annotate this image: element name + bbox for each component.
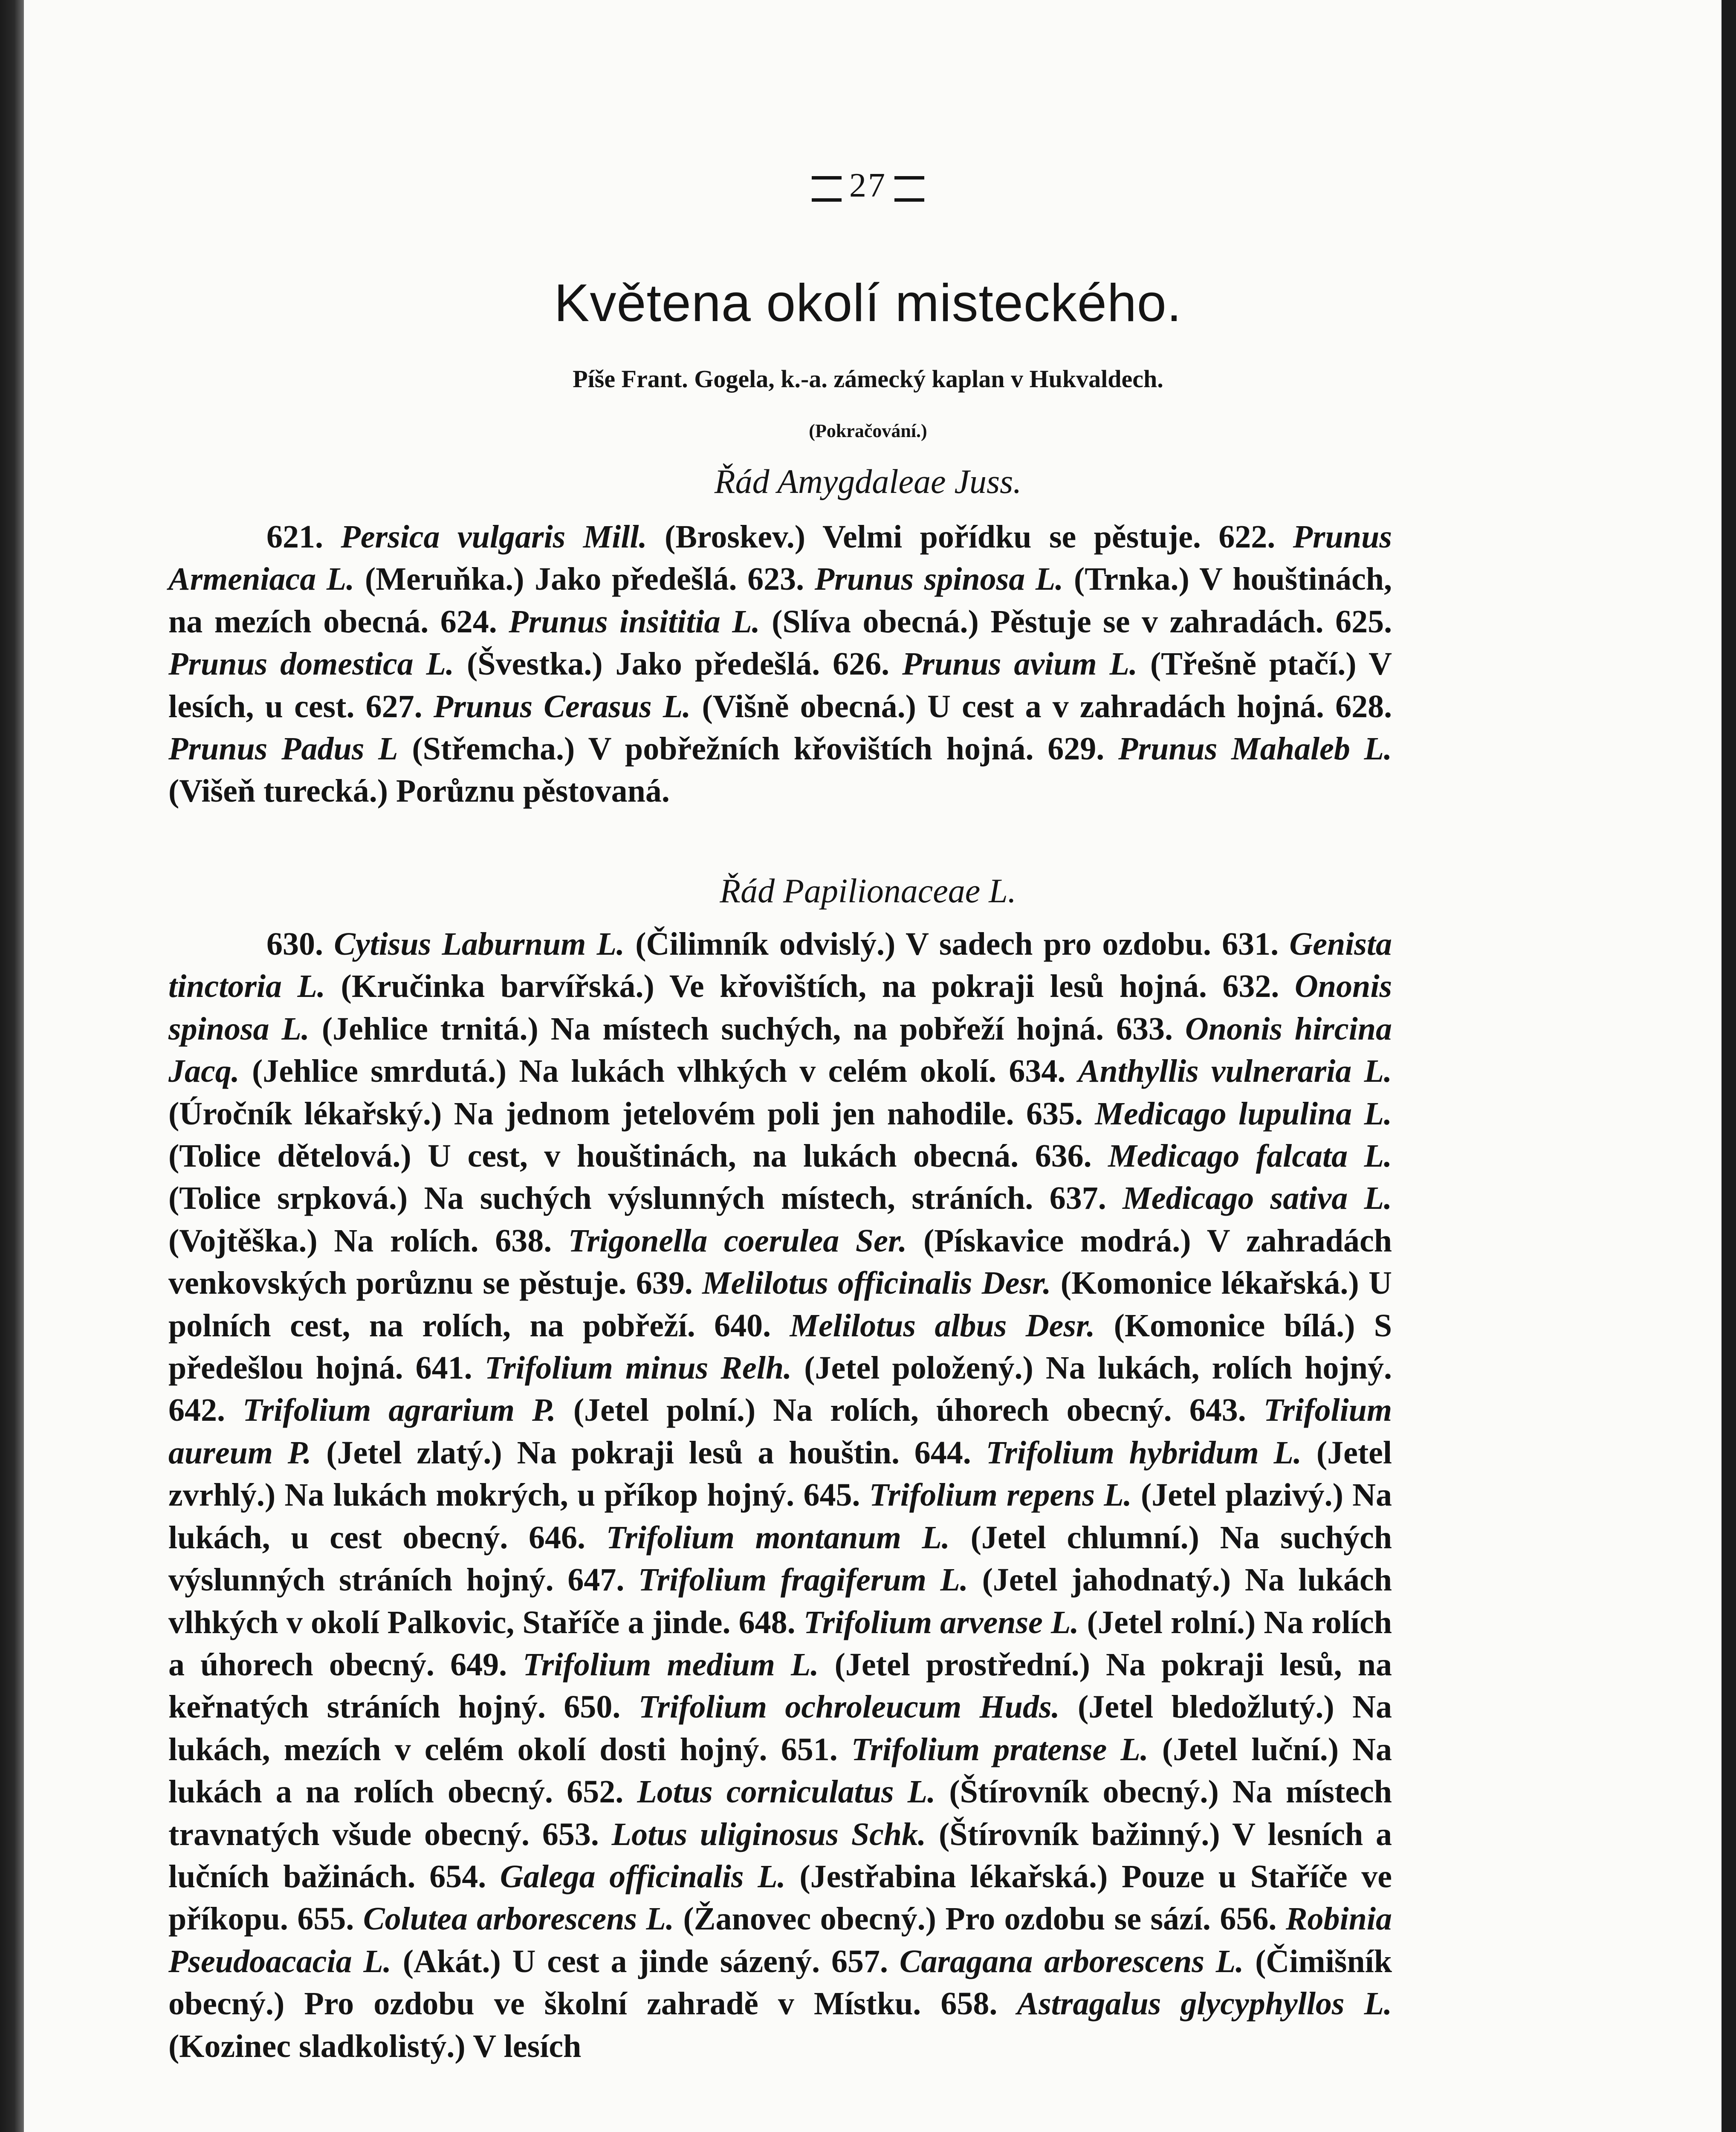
entry-latin-name: Prunus Cerasus L. <box>433 688 691 724</box>
entry-latin-name: Astragalus glycyphyllos L. <box>1017 1986 1392 2022</box>
entry-latin-name: Trifolium ochroleucum Huds. <box>638 1689 1060 1725</box>
entry-latin-name: Trifolium agrarium P. <box>243 1392 556 1428</box>
entry-description: (Broskev.) Velmi pořídku se pěstuje. <box>665 519 1201 555</box>
entry-latin-name: Prunus Padus L <box>168 731 398 767</box>
entry-description: (Jetel zvrhlý.) Na lukách mokrých, u příkop hojný. <box>168 1434 1392 1513</box>
entry-latin-name: Cytisus Laburnum L. <box>334 926 625 962</box>
entry-latin-name: Trigonella coerulea Ser. <box>568 1222 907 1259</box>
entry-number: 626. <box>833 646 890 682</box>
entry-description: (Štírovník obecný.) Na místech travnatých všude obecný. <box>168 1774 1392 1852</box>
entry-latin-name: Prunus Armeniaca L. <box>168 519 1392 597</box>
entry-number: 639. <box>636 1265 693 1301</box>
entry-description: (Pískavice modrá.) V zahradách venkovských porůznu se pěstuje. <box>168 1222 1392 1301</box>
entry-number: 621. <box>266 519 323 555</box>
entry-latin-name: Trifolium arvense L. <box>803 1604 1079 1640</box>
entry-latin-name: Prunus domestica L. <box>168 646 454 682</box>
continuation-note: (Pokračování.) <box>809 420 927 441</box>
entry-description: (Višeň turecká.) Porůznu pěstovaná. <box>168 773 670 809</box>
entry-number: 640. <box>714 1307 771 1344</box>
entry-description: (Komonice bílá.) S předešlou hojná. <box>168 1307 1392 1386</box>
entry-description: (Třešně ptačí.) V lesích, u cest. <box>168 646 1392 724</box>
page-title: Květena okolí misteckého. <box>554 274 1182 333</box>
entry-description: (Žanovec obecný.) Pro ozdobu se sází. <box>683 1901 1211 1937</box>
byline: Píše Frant. Gogela, k.-a. zámecký kaplan v Hukvaldech. <box>573 365 1163 393</box>
entry-description: (Jetel jahodnatý.) Na lukách vlhkých v okolí Palkovic, Staříče a jinde. <box>168 1562 1392 1640</box>
section-text-papilionaceae <box>168 923 1392 2068</box>
entry-number: 648. <box>738 1604 796 1640</box>
entry-latin-name: Trifolium medium L. <box>523 1646 819 1683</box>
entry-latin-name: Prunus insititia L. <box>509 603 760 640</box>
ornament-left <box>812 176 842 202</box>
section-text-amygdaleae <box>168 516 1392 813</box>
entry-number: 647. <box>567 1562 625 1598</box>
entry-description: (Jetel položený.) Na lukách, rolích hojný. <box>804 1350 1392 1386</box>
entry-latin-name: Trifolium minus Relh. <box>484 1350 792 1386</box>
entry-number: 651. <box>781 1731 838 1767</box>
entry-number: 645. <box>803 1477 860 1513</box>
entry-number: 642. <box>168 1392 225 1428</box>
entry-latin-name: Prunus Mahaleb L. <box>1118 731 1392 767</box>
entry-number: 630. <box>266 926 323 962</box>
entry-latin-name: Lotus uliginosus Schk. <box>611 1816 926 1852</box>
entry-latin-name: Medicago falcata L. <box>1108 1138 1392 1174</box>
entry-description: (Úročník lékařský.) Na jednom jetelovém poli jen nahodile. <box>168 1095 1014 1132</box>
entry-description: (Jehlice smrdutá.) Na lukách vlhkých v celém okolí. <box>252 1053 997 1089</box>
entry-description: (Jetel rolní.) Na rolích a úhorech obecný. <box>168 1604 1392 1683</box>
entry-number: 635. <box>1026 1095 1083 1132</box>
entry-latin-name: Anthyllis vulneraria L. <box>1078 1053 1392 1089</box>
entry-latin-name: Ononis spinosa L. <box>168 968 1392 1047</box>
entry-latin-name: Ononis hircina Jacq. <box>168 1011 1392 1089</box>
entry-number: 622. <box>1218 519 1276 555</box>
entry-latin-name: Medicago sativa L. <box>1123 1180 1392 1217</box>
entry-latin-name: Trifolium pratense L. <box>851 1731 1149 1767</box>
entry-description: (Višně obecná.) U cest a v zahradách hojná. <box>702 688 1324 724</box>
entry-number: 641. <box>415 1350 472 1386</box>
entry-latin-name: Trifolium hybridum L. <box>986 1434 1302 1471</box>
entry-description: (Čimišník obecný.) Pro ozdobu ve školní zahradě v Místku. <box>168 1943 1392 2022</box>
entry-description: (Slíva obecná.) Pěstuje se v zahradách. <box>772 603 1324 640</box>
entry-description: (Švestka.) Jako předešlá. <box>466 646 820 682</box>
entry-description: (Akát.) U cest a jinde sázený. <box>402 1943 820 1979</box>
entry-number: 624. <box>440 603 497 640</box>
entry-number: 646. <box>529 1519 586 1556</box>
entry-description: (Trnka.) V houštinách, na mezích obecná. <box>168 561 1392 640</box>
entry-number: 658. <box>940 1986 998 2022</box>
entry-number: 625. <box>1335 603 1392 640</box>
page-number-text: 27 <box>849 167 887 204</box>
entry-number: 628. <box>1335 688 1392 724</box>
entry-number: 634. <box>1009 1053 1066 1089</box>
entry-number: 629. <box>1047 731 1105 767</box>
entry-description: (Tolice dětelová.) U cest, v houštinách, na lukách obecná. <box>168 1138 1019 1174</box>
entry-number: 632. <box>1222 968 1279 1005</box>
entry-number: 656. <box>1220 1901 1277 1937</box>
entry-latin-name: Melilotus albus Desr. <box>790 1307 1095 1344</box>
entry-number: 638. <box>495 1222 552 1259</box>
entry-description: (Jetel bledožlutý.) Na lukách, mezích v celém okolí dosti hojný. <box>168 1689 1392 1767</box>
entry-description: (Jetel luční.) Na lukách a na rolích obecný. <box>168 1731 1392 1810</box>
entry-latin-name: Prunus avium L. <box>902 646 1137 682</box>
entry-number: 657. <box>831 1943 888 1979</box>
entry-latin-name: Trifolium fragiferum L. <box>638 1562 968 1598</box>
entry-description: (Jehlice trnitá.) Na místech suchých, na pobřeží hojná. <box>321 1011 1104 1047</box>
entry-number: 643. <box>1189 1392 1246 1428</box>
entry-number: 655. <box>297 1901 354 1937</box>
entry-latin-name: Genista tinctoria L. <box>168 926 1392 1005</box>
ornament-right <box>894 176 924 202</box>
entry-latin-name: Robinia Pseudoacacia L. <box>168 1901 1392 1979</box>
entry-number: 652. <box>567 1774 624 1810</box>
entry-description: (Meruňka.) Jako předešlá. <box>365 561 737 597</box>
entry-description: (Tolice srpková.) Na suchých výslunných místech, stráních. <box>168 1180 1033 1217</box>
entry-description: (Jetel plazivý.) Na lukách, u cest obecný. <box>168 1477 1392 1556</box>
entry-latin-name: Lotus corniculatus L. <box>637 1774 936 1810</box>
entry-latin-name: Trifolium aureum P. <box>168 1392 1392 1471</box>
entry-number: 650. <box>564 1689 621 1725</box>
entry-description: (Štírovník bažinný.) V lesních a lučních bažinách. <box>168 1816 1392 1894</box>
entry-number: 627. <box>365 688 422 724</box>
entry-description: (Jetel polní.) Na rolích, úhorech obecný. <box>573 1392 1172 1428</box>
entry-latin-name: Caragana arborescens L. <box>899 1943 1244 1979</box>
entry-latin-name: Persica vulgaris Mill. <box>341 519 647 555</box>
section-heading-amygdaleae: Řád Amygdaleae Juss. <box>714 463 1022 501</box>
entry-number: 637. <box>1049 1180 1106 1217</box>
entry-latin-name: Colutea arborescens L. <box>363 1901 674 1937</box>
entry-number: 649. <box>450 1646 507 1683</box>
entry-description: (Jetel chlumní.) Na suchých výslunných stráních hojný. <box>168 1519 1392 1598</box>
entry-latin-name: Galega officinalis L. <box>500 1858 786 1894</box>
entry-latin-name: Trifolium repens L. <box>869 1477 1132 1513</box>
entry-latin-name: Medicago lupulina L. <box>1095 1095 1392 1132</box>
entry-latin-name: Melilotus officinalis Desr. <box>702 1265 1051 1301</box>
entry-number: 636. <box>1035 1138 1092 1174</box>
entry-description: (Čilimník odvislý.) V sadech pro ozdobu. <box>635 926 1211 962</box>
entry-description: (Jetel prostřední.) Na pokraji lesů, na keřnatých stráních hojný. <box>168 1646 1392 1725</box>
entry-number: 633. <box>1116 1011 1173 1047</box>
entry-description: (Jetel zlatý.) Na pokraji lesů a houštin. <box>326 1434 900 1471</box>
entry-description: (Kručinka barvířská.) Ve křovištích, na pokraji lesů hojná. <box>341 968 1207 1005</box>
entry-description: (Vojtěška.) Na rolích. <box>168 1222 479 1259</box>
entry-description: (Střemcha.) V pobřežních křovištích hojná. <box>412 731 1034 767</box>
section-heading-papilionaceae: Řád Papilionaceae L. <box>720 872 1016 910</box>
entry-description: (Komonice lékařská.) U polních cest, na rolích, na pobřeží. <box>168 1265 1392 1344</box>
entry-number: 653. <box>542 1816 599 1852</box>
page-number <box>0 166 1736 205</box>
entry-description: (Jestřabina lékařská.) Pouze u Staříče ve příkopu. <box>168 1858 1392 1937</box>
entry-number: 644. <box>914 1434 971 1471</box>
entry-number: 654. <box>429 1858 486 1894</box>
entry-number: 623. <box>747 561 804 597</box>
entry-latin-name: Prunus spinosa L. <box>814 561 1064 597</box>
entry-description: (Kozinec sladkolistý.) V lesích <box>168 2028 582 2064</box>
entry-number: 631. <box>1222 926 1279 962</box>
entry-latin-name: Trifolium montanum L. <box>606 1519 950 1556</box>
